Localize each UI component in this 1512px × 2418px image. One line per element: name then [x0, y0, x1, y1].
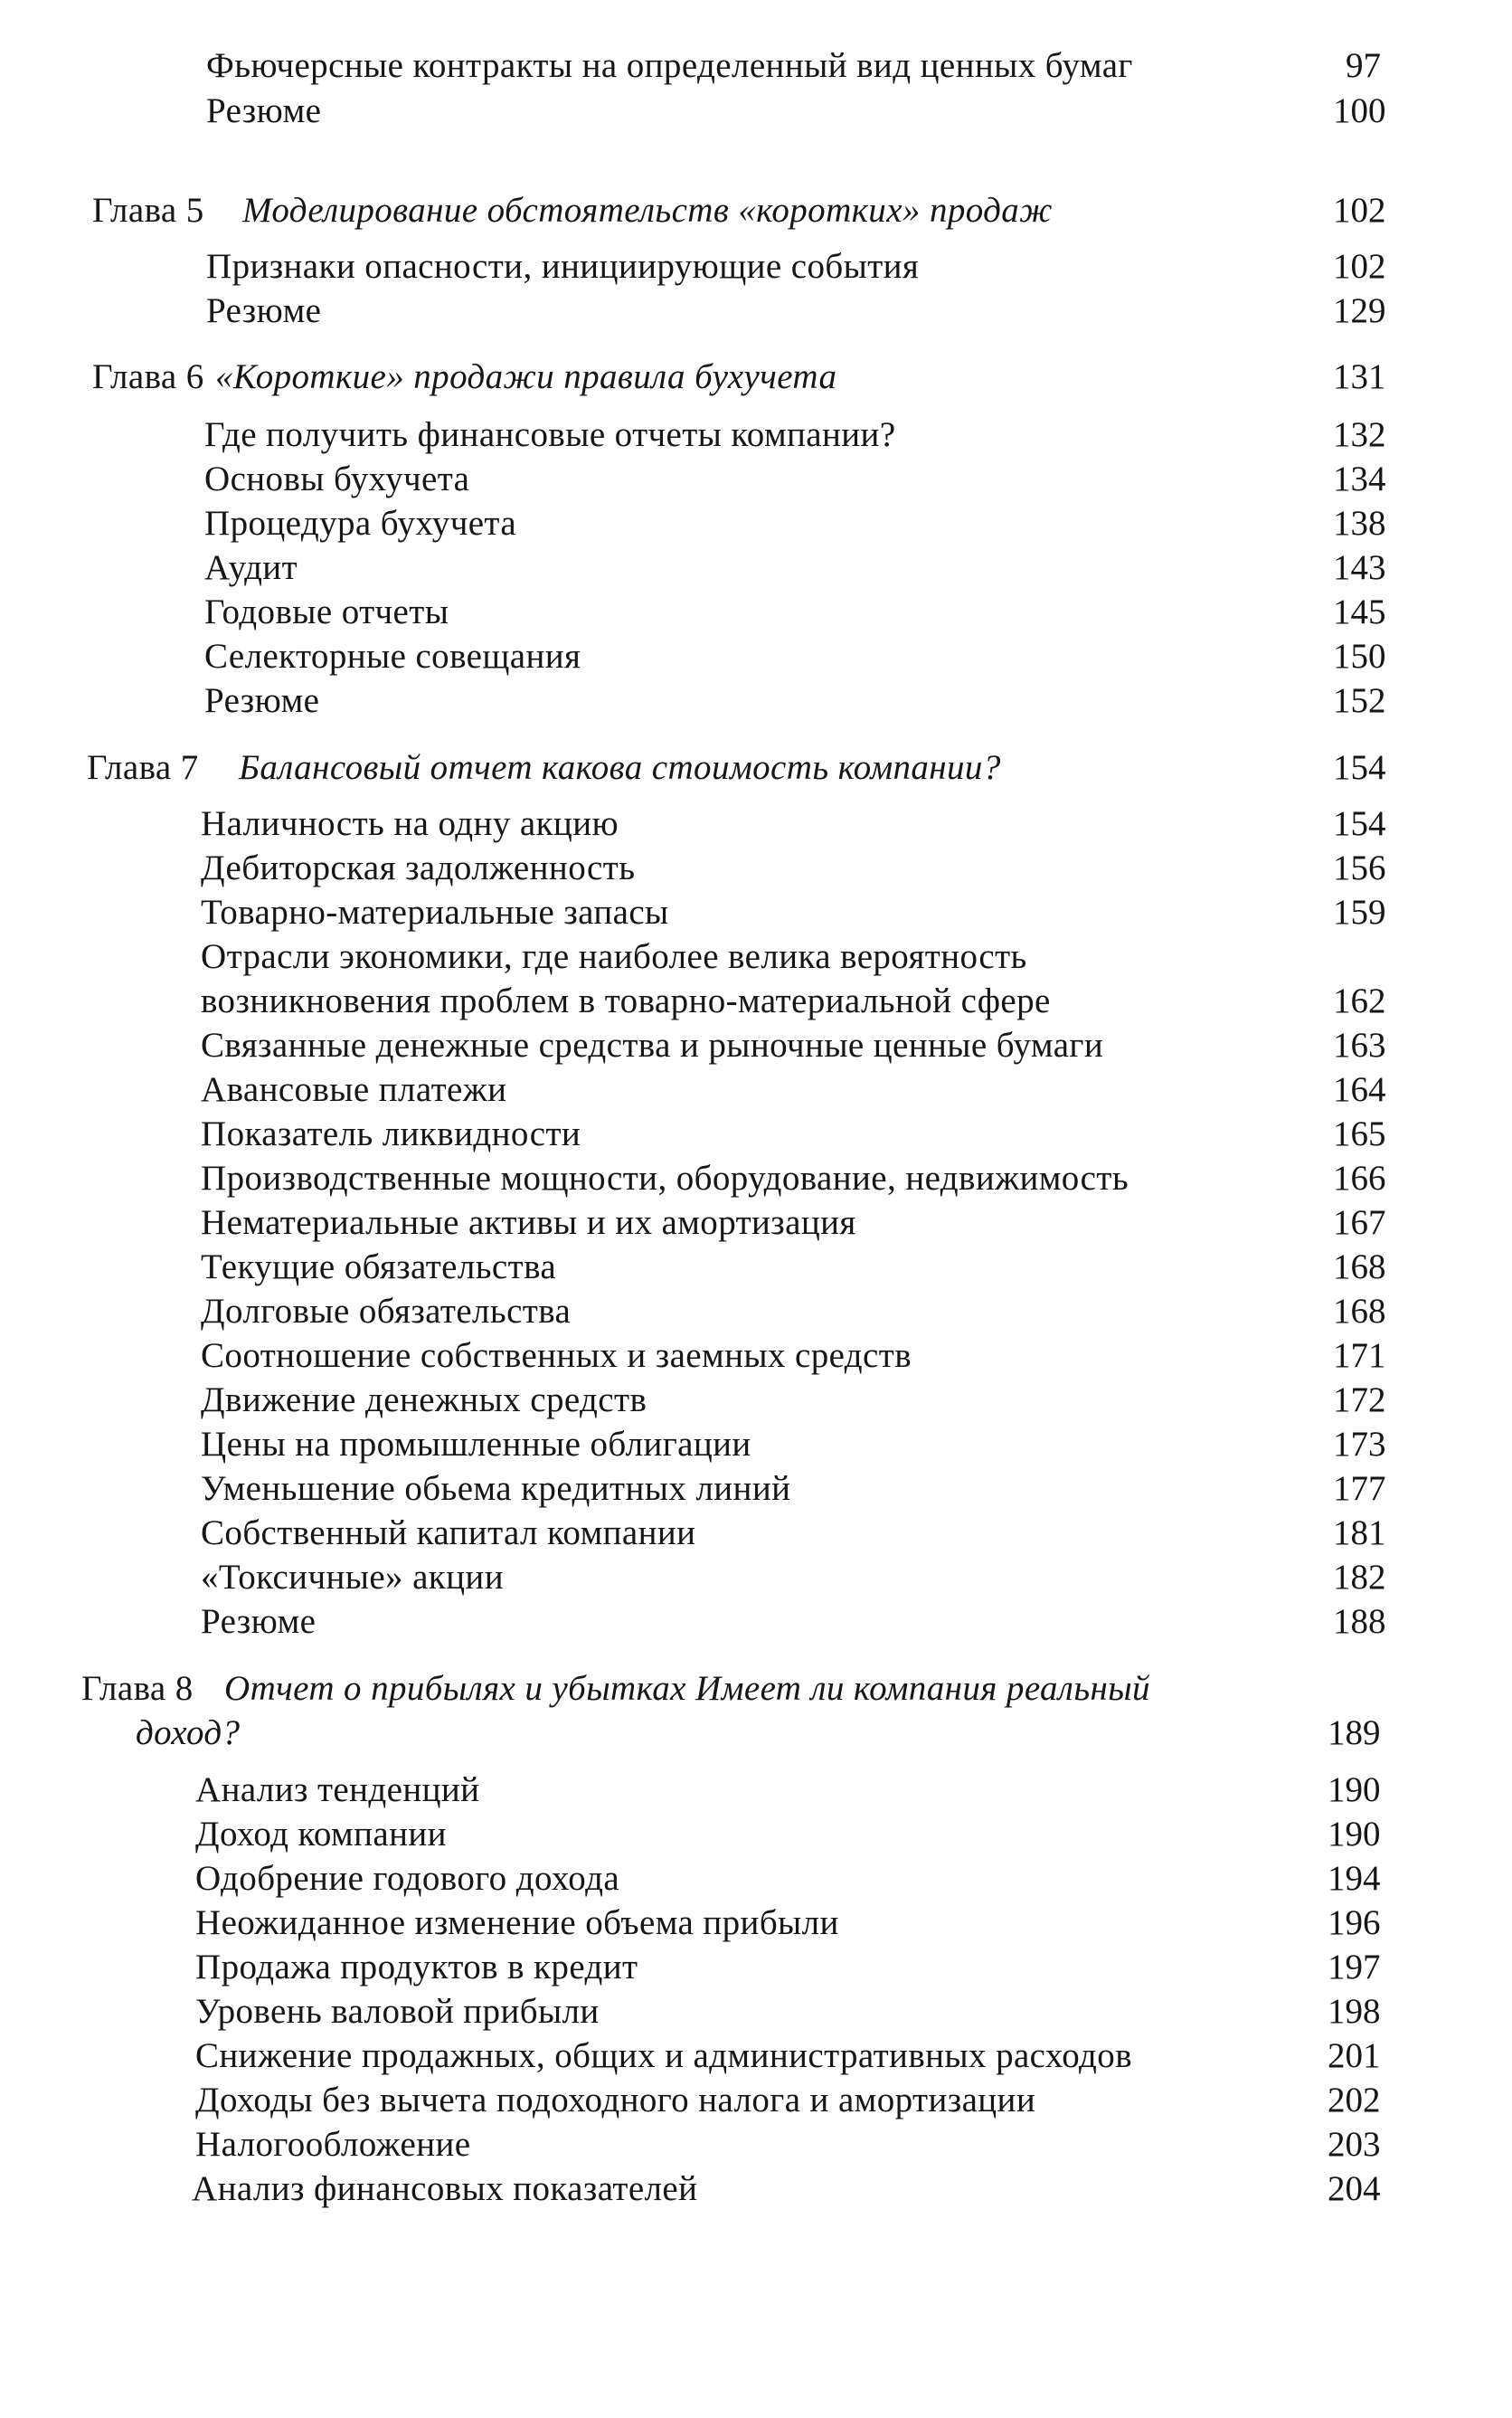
toc-entry-title: Товарно-материальные запасы [201, 893, 669, 932]
toc-entry-title: возникновения проблем в товарно-материальной сфере [201, 981, 1051, 1020]
toc-entry-title: Связанные денежные средства и рыночные ценные бумаги [201, 1026, 1104, 1065]
toc-entry-title: Процедура бухучета [204, 504, 517, 543]
toc-entry [0, 1856, 1512, 1901]
toc-entry [0, 1156, 1512, 1200]
toc-entry-page: 197 [1328, 1948, 1381, 1987]
toc-entry [0, 244, 1512, 289]
toc-entry [0, 457, 1512, 501]
toc-entry-title: Одобрение годового дохода [195, 1859, 620, 1898]
toc-entry-page: 173 [1333, 1425, 1386, 1464]
toc-entry [0, 1245, 1512, 1289]
toc-entry-title: Налогообложение [195, 2125, 471, 2164]
chapter-label: Глава 5 [92, 191, 204, 230]
toc-entry-page: 189 [1328, 1713, 1381, 1752]
toc-entry [0, 501, 1512, 545]
toc-entry-title: Резюме [206, 91, 322, 130]
chapter-label: Глава 6 [92, 357, 204, 396]
toc-entry [0, 678, 1512, 723]
toc-entry [0, 2078, 1512, 2122]
toc-entry-page: 162 [1333, 981, 1386, 1020]
toc-entry [0, 1422, 1512, 1466]
toc-entry-title: Уровень валовой прибыли [195, 1992, 600, 2031]
toc-entry-title: Показатель ликвидности [201, 1114, 581, 1153]
toc-entry-title: Неожиданное изменение объема прибыли [195, 1903, 839, 1942]
toc-entry-page: 190 [1328, 1815, 1381, 1854]
toc-entry [0, 1989, 1512, 2034]
toc-entry-page: 164 [1333, 1070, 1386, 1109]
toc-entry-title: Аудит [204, 548, 298, 587]
toc-entry [0, 1599, 1512, 1644]
chapter-label: Глава 8 [81, 1669, 194, 1708]
toc-entry-title: Доходы без вычета подоходного налога и амортизации [195, 2081, 1036, 2119]
toc-entry-title: Дебиторская задолженность [201, 849, 636, 887]
toc-entry-title: Годовые отчеты [204, 593, 449, 631]
toc-entry-title: Снижение продажных, общих и административных расходов [195, 2036, 1133, 2075]
toc-entry-title: Продажа продуктов в кредит [195, 1948, 638, 1987]
toc-entry-page: 181 [1333, 1513, 1386, 1552]
toc-entry-page: 102 [1333, 247, 1386, 286]
toc-entry [0, 2034, 1512, 2078]
toc-entry [0, 89, 1512, 133]
toc-entry-page: 134 [1333, 460, 1386, 498]
toc-entry-title: Цены на промышленные облигации [201, 1425, 751, 1464]
chapter-title: Моделирование обстоятельств «коротких» продаж [242, 191, 1053, 230]
toc-entry-page: 145 [1333, 593, 1386, 631]
toc-entry-title: Наличность на одну акцию [201, 804, 619, 843]
toc-entry-title: Признаки опасности, инициирующие события [206, 247, 920, 286]
toc-entry-page: 156 [1333, 849, 1386, 887]
toc-chapter-heading [0, 1666, 1512, 1711]
toc-entry [0, 43, 1512, 88]
toc-entry [0, 1067, 1512, 1112]
toc-entry-page: 202 [1328, 2081, 1381, 2119]
toc-entry-title: Уменьшение обьема кредитных линий [201, 1469, 791, 1508]
toc-entry-page: 163 [1333, 1026, 1386, 1065]
toc-entry [0, 801, 1512, 846]
toc-entry-page: 190 [1328, 1770, 1381, 1809]
toc-entry-page: 143 [1333, 548, 1386, 587]
toc-entry [0, 1466, 1512, 1511]
toc-entry [0, 412, 1512, 457]
toc-entry-page: 154 [1333, 748, 1386, 787]
toc-entry-title: Доход компании [195, 1815, 447, 1854]
toc-entry [0, 1812, 1512, 1856]
toc-entry-title: Резюме [201, 1602, 317, 1641]
toc-entry-page: 203 [1328, 2125, 1381, 2164]
toc-entry [0, 1511, 1512, 1555]
toc-entry [0, 934, 1512, 979]
toc-entry [0, 846, 1512, 890]
chapter-title: Балансовый отчет какова стоимость компании? [239, 748, 1001, 787]
toc-entry-page: 177 [1333, 1469, 1386, 1508]
toc-entry-page: 204 [1328, 2169, 1381, 2208]
chapter-label: Глава 7 [87, 748, 199, 787]
toc-entry [0, 1901, 1512, 1945]
toc-entry-page: 154 [1333, 804, 1386, 843]
toc-entry-title: Анализ тенденций [195, 1770, 480, 1809]
chapter-title: доход? [136, 1713, 241, 1752]
toc-entry-title: Фьючерсные контракты на определенный вид ценных бумаг [206, 46, 1133, 85]
toc-entry-title: Движение денежных средств [201, 1380, 647, 1419]
toc-entry [0, 545, 1512, 590]
toc-entry-page: 172 [1333, 1380, 1386, 1419]
toc-entry [0, 979, 1512, 1023]
toc-chapter-heading-continued [0, 1711, 1512, 1755]
toc-entry [0, 1333, 1512, 1378]
toc-entry-title: Производственные мощности, оборудование, недвижимость [201, 1159, 1129, 1198]
toc-entry-title: Нематериальные активы и их амортизация [201, 1203, 856, 1242]
toc-entry [0, 2167, 1512, 2211]
toc-entry-title: Долговые обязательства [201, 1292, 572, 1331]
toc-entry-page: 138 [1333, 504, 1386, 543]
toc-entry [0, 1023, 1512, 1067]
toc-entry-page: 182 [1333, 1558, 1386, 1597]
toc-entry-page: 165 [1333, 1114, 1386, 1153]
toc-entry [0, 2122, 1512, 2167]
toc-entry [0, 1378, 1512, 1422]
toc-entry-page: 150 [1333, 637, 1386, 676]
toc-entry-page: 132 [1333, 415, 1386, 454]
toc-entry-page: 102 [1333, 191, 1386, 230]
toc-entry-page: 188 [1333, 1602, 1386, 1641]
toc-chapter-heading [0, 188, 1512, 232]
toc-entry-page: 167 [1333, 1203, 1386, 1242]
toc-chapter-heading [0, 745, 1512, 790]
toc-entry-page: 131 [1333, 357, 1386, 396]
toc-entry-title: Собственный капитал компании [201, 1513, 696, 1552]
toc-entry [0, 1289, 1512, 1333]
toc-entry-page: 171 [1333, 1336, 1386, 1375]
toc-entry [0, 289, 1512, 333]
toc-entry [0, 1945, 1512, 1989]
toc-entry-title: Авансовые платежи [201, 1070, 507, 1109]
toc-entry-page: 100 [1333, 91, 1386, 130]
toc-entry [0, 1768, 1512, 1812]
toc-entry [0, 590, 1512, 634]
toc-entry-page: 159 [1333, 893, 1386, 932]
chapter-title: «Короткие» продажи правила бухучета [215, 357, 837, 396]
toc-entry [0, 1200, 1512, 1245]
toc-entry [0, 634, 1512, 678]
toc-entry-title: Отрасли экономики, где наиболее велика вероятность [201, 937, 1027, 976]
toc-entry-page: 97 [1346, 46, 1381, 85]
toc-entry-title: Селекторные совещания [204, 637, 581, 676]
toc-entry [0, 890, 1512, 934]
toc-entry-title: Соотношение собственных и заемных средств [201, 1336, 912, 1375]
toc-entry-title: Резюме [206, 291, 322, 330]
toc-entry-page: 168 [1333, 1247, 1386, 1286]
toc-entry-title: Где получить финансовые отчеты компании? [204, 415, 896, 454]
chapter-title: Отчет о прибылях и убытках Имеет ли компания реальный [224, 1669, 1150, 1708]
toc-entry-title: Основы бухучета [204, 460, 470, 498]
toc-entry-page: 166 [1333, 1159, 1386, 1198]
toc-chapter-heading [0, 355, 1512, 399]
toc-entry-title: Резюме [204, 681, 320, 720]
toc-entry-page: 201 [1328, 2036, 1381, 2075]
toc-entry-page: 198 [1328, 1992, 1381, 2031]
toc-entry-page: 196 [1328, 1903, 1381, 1942]
toc-entry-title: Анализ финансовых показателей [192, 2169, 698, 2208]
toc-entry [0, 1112, 1512, 1156]
toc-entry [0, 1555, 1512, 1599]
toc-entry-page: 129 [1333, 291, 1386, 330]
toc-entry-page: 194 [1328, 1859, 1381, 1898]
toc-entry-title: «Токсичные» акции [201, 1558, 504, 1597]
toc-entry-page: 168 [1333, 1292, 1386, 1331]
toc-entry-page: 152 [1333, 681, 1386, 720]
toc-entry-title: Текущие обязательства [201, 1247, 557, 1286]
